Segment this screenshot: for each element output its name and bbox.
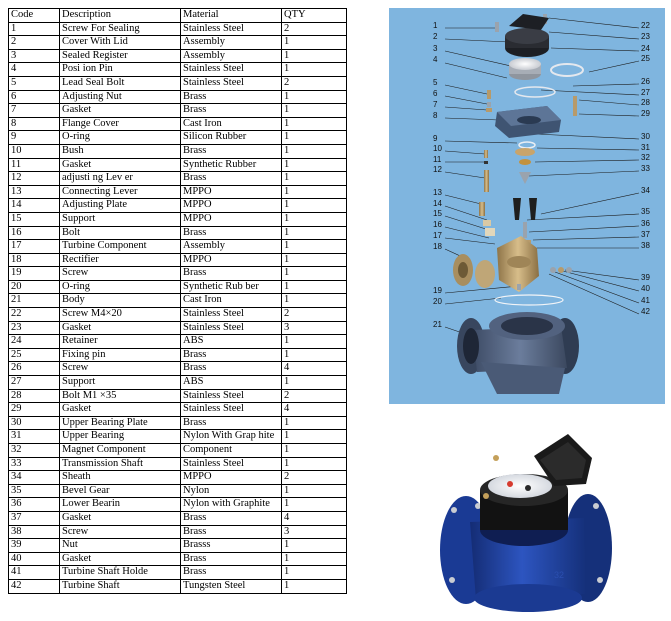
cell-code: 6 <box>9 90 60 104</box>
cell-qty: 4 <box>282 511 347 525</box>
cell-qty: 1 <box>282 49 347 63</box>
cell-code: 28 <box>9 389 60 403</box>
cell-material: Brass <box>181 144 282 158</box>
cell-qty: 1 <box>282 267 347 281</box>
cell-material: Stainless Steel <box>181 457 282 471</box>
table-row <box>9 185 347 199</box>
cell-code: 8 <box>9 117 60 131</box>
cell-code: 14 <box>9 199 60 213</box>
header-description: Description <box>60 9 181 23</box>
cell-code: 18 <box>9 253 60 267</box>
callout-number: 5 <box>433 78 438 87</box>
cell-code: 29 <box>9 403 60 417</box>
table-row <box>9 579 347 593</box>
callout-number: 7 <box>433 100 438 109</box>
cell-qty: 3 <box>282 525 347 539</box>
callout-number: 19 <box>433 286 442 295</box>
cell-description: Screw <box>60 267 181 281</box>
cell-material: Stainless Steel <box>181 63 282 77</box>
cell-description: Rectifier <box>60 253 181 267</box>
callout-number: 11 <box>433 155 442 164</box>
table-row <box>9 117 347 131</box>
cell-material: Stainless Steel <box>181 389 282 403</box>
cell-description: adjusti ng Lev er <box>60 172 181 186</box>
callout-number: 39 <box>641 273 650 282</box>
cell-code: 5 <box>9 76 60 90</box>
cell-description: Turbine Shaft <box>60 579 181 593</box>
cell-description: Bolt <box>60 226 181 240</box>
cell-material: Stainless Steel <box>181 22 282 36</box>
cell-qty: 2 <box>282 76 347 90</box>
table-row <box>9 403 347 417</box>
cell-material: Component <box>181 444 282 458</box>
cell-qty: 1 <box>282 376 347 390</box>
cell-description: Support <box>60 212 181 226</box>
callout-number: 30 <box>641 132 650 141</box>
cell-description: Bush <box>60 144 181 158</box>
cell-qty: 1 <box>282 348 347 362</box>
cell-code: 32 <box>9 444 60 458</box>
cell-qty: 2 <box>282 389 347 403</box>
cell-material: Brass <box>181 566 282 580</box>
parts-table <box>8 8 347 594</box>
callout-number: 8 <box>433 111 438 120</box>
cell-description: Lead Seal Bolt <box>60 76 181 90</box>
table-row <box>9 36 347 50</box>
table-row <box>9 90 347 104</box>
cell-code: 33 <box>9 457 60 471</box>
cell-material: Cast Iron <box>181 294 282 308</box>
cell-qty: 2 <box>282 22 347 36</box>
cell-description: Adjusting Nut <box>60 90 181 104</box>
cell-material: Stainless Steel <box>181 321 282 335</box>
table-row <box>9 104 347 118</box>
callout-number: 41 <box>641 296 650 305</box>
cell-code: 13 <box>9 185 60 199</box>
cell-qty: 1 <box>282 104 347 118</box>
cell-description: Upper Bearing <box>60 430 181 444</box>
cell-material: MPPO <box>181 199 282 213</box>
header-material: Material <box>181 9 282 23</box>
callout-number: 20 <box>433 297 442 306</box>
callout-number: 25 <box>641 54 650 63</box>
callout-number: 4 <box>433 55 438 64</box>
cell-description: Turbine Component <box>60 240 181 254</box>
cell-material: Brass <box>181 267 282 281</box>
cell-code: 25 <box>9 348 60 362</box>
cell-description: Bolt M1 ×35 <box>60 389 181 403</box>
cell-description: Sealed Register <box>60 49 181 63</box>
table-row <box>9 144 347 158</box>
cell-code: 26 <box>9 362 60 376</box>
cell-material: Synthetic Rub ber <box>181 280 282 294</box>
cell-material: Brass <box>181 90 282 104</box>
cell-material: Brass <box>181 362 282 376</box>
cell-description: Screw M4×20 <box>60 308 181 322</box>
table-row <box>9 566 347 580</box>
cell-material: Brass <box>181 348 282 362</box>
table-row <box>9 22 347 36</box>
table-row <box>9 240 347 254</box>
cell-material: Brasss <box>181 539 282 553</box>
callout-number: 27 <box>641 88 650 97</box>
cell-code: 37 <box>9 511 60 525</box>
svg-text:32: 32 <box>554 570 565 580</box>
cell-qty: 1 <box>282 90 347 104</box>
cell-description: Support <box>60 376 181 390</box>
cell-description: Cover With Lid <box>60 36 181 50</box>
cell-material: Assembly <box>181 36 282 50</box>
cell-description: Posi ion Pin <box>60 63 181 77</box>
cell-qty: 1 <box>282 144 347 158</box>
exploded-view-diagram <box>389 8 665 404</box>
callout-number: 28 <box>641 98 650 107</box>
table-body <box>9 22 347 593</box>
cell-qty: 1 <box>282 579 347 593</box>
cell-description: Screw For Sealing <box>60 22 181 36</box>
callout-number: 12 <box>433 165 442 174</box>
cell-description: Gasket <box>60 511 181 525</box>
callout-number: 42 <box>641 307 650 316</box>
table-row <box>9 511 347 525</box>
cell-description: Gasket <box>60 552 181 566</box>
cell-code: 12 <box>9 172 60 186</box>
exploded-view-drawing <box>389 8 665 404</box>
cell-qty: 1 <box>282 63 347 77</box>
callout-number: 33 <box>641 164 650 173</box>
cell-description: O-ring <box>60 131 181 145</box>
table-row <box>9 430 347 444</box>
table-row <box>9 158 347 172</box>
cell-description: Magnet Component <box>60 444 181 458</box>
callout-number: 37 <box>641 230 650 239</box>
cell-qty: 4 <box>282 403 347 417</box>
water-meter-photo <box>436 430 616 615</box>
callout-number: 34 <box>641 186 650 195</box>
cell-code: 3 <box>9 49 60 63</box>
table-row <box>9 199 347 213</box>
cell-qty: 3 <box>282 321 347 335</box>
leader-lines <box>445 18 639 338</box>
callout-number: 13 <box>433 188 442 197</box>
table-header-row <box>9 9 347 23</box>
cell-code: 30 <box>9 416 60 430</box>
cell-qty: 2 <box>282 308 347 322</box>
cell-material: ABS <box>181 376 282 390</box>
callout-number: 26 <box>641 77 650 86</box>
cell-material: Brass <box>181 525 282 539</box>
callout-number: 23 <box>641 32 650 41</box>
cell-description: Upper Bearing Plate <box>60 416 181 430</box>
callout-number: 2 <box>433 32 438 41</box>
cell-description: Lower Bearin <box>60 498 181 512</box>
cell-code: 11 <box>9 158 60 172</box>
cell-material: Assembly <box>181 240 282 254</box>
callout-number: 14 <box>433 199 442 208</box>
cell-material: Nylon with Graphite <box>181 498 282 512</box>
callout-number: 32 <box>641 153 650 162</box>
table-row <box>9 389 347 403</box>
cell-code: 17 <box>9 240 60 254</box>
table-row <box>9 362 347 376</box>
cell-material: Synthetic Rubber <box>181 158 282 172</box>
cell-qty: 1 <box>282 552 347 566</box>
cell-material: Stainless Steel <box>181 403 282 417</box>
cell-qty: 1 <box>282 240 347 254</box>
callout-number: 3 <box>433 44 438 53</box>
table-row <box>9 76 347 90</box>
cell-qty: 1 <box>282 36 347 50</box>
cell-code: 15 <box>9 212 60 226</box>
cell-material: MPPO <box>181 253 282 267</box>
table-row <box>9 444 347 458</box>
callout-number: 35 <box>641 207 650 216</box>
table-row <box>9 416 347 430</box>
cell-qty: 4 <box>282 362 347 376</box>
cell-code: 24 <box>9 335 60 349</box>
cell-code: 1 <box>9 22 60 36</box>
cell-description: Bevel Gear <box>60 484 181 498</box>
header-code: Code <box>9 9 60 23</box>
table-row <box>9 498 347 512</box>
header-qty: QTY <box>282 9 347 23</box>
table-row <box>9 457 347 471</box>
cell-description: Gasket <box>60 403 181 417</box>
cell-description: Gasket <box>60 158 181 172</box>
cell-material: Brass <box>181 511 282 525</box>
cell-description: Gasket <box>60 321 181 335</box>
callout-number: 31 <box>641 143 650 152</box>
cell-qty: 1 <box>282 280 347 294</box>
table-row <box>9 63 347 77</box>
cell-description: Screw <box>60 525 181 539</box>
callout-number: 16 <box>433 220 442 229</box>
table-row <box>9 280 347 294</box>
cell-material: Brass <box>181 552 282 566</box>
cell-material: Nylon <box>181 484 282 498</box>
table-row <box>9 484 347 498</box>
cell-qty: 2 <box>282 471 347 485</box>
cell-description: Fixing pin <box>60 348 181 362</box>
cell-description: Gasket <box>60 104 181 118</box>
cell-material: Brass <box>181 226 282 240</box>
table-row <box>9 525 347 539</box>
table-row <box>9 49 347 63</box>
table-row <box>9 552 347 566</box>
cell-qty: 1 <box>282 444 347 458</box>
cell-code: 10 <box>9 144 60 158</box>
cell-qty: 1 <box>282 172 347 186</box>
cell-code: 19 <box>9 267 60 281</box>
cell-code: 2 <box>9 36 60 50</box>
table-row <box>9 308 347 322</box>
cell-material: Stainless Steel <box>181 308 282 322</box>
cell-description: Transmission Shaft <box>60 457 181 471</box>
callout-number: 18 <box>433 242 442 251</box>
cell-qty: 1 <box>282 457 347 471</box>
table-row <box>9 267 347 281</box>
cell-material: MPPO <box>181 471 282 485</box>
callout-number: 1 <box>433 21 438 30</box>
cell-qty: 1 <box>282 158 347 172</box>
cell-description: Sheath <box>60 471 181 485</box>
cell-description: O-ring <box>60 280 181 294</box>
cell-material: Cast Iron <box>181 117 282 131</box>
cell-code: 7 <box>9 104 60 118</box>
cell-qty: 1 <box>282 253 347 267</box>
cell-material: ABS <box>181 335 282 349</box>
cell-material: Brass <box>181 416 282 430</box>
cell-qty: 1 <box>282 430 347 444</box>
table-row <box>9 294 347 308</box>
cell-code: 34 <box>9 471 60 485</box>
cell-qty: 1 <box>282 416 347 430</box>
table-row <box>9 335 347 349</box>
callout-number: 36 <box>641 219 650 228</box>
cell-code: 21 <box>9 294 60 308</box>
callout-number: 21 <box>433 320 442 329</box>
cell-description: Turbine Shaft Holde <box>60 566 181 580</box>
cell-material: Assembly <box>181 49 282 63</box>
table-row <box>9 539 347 553</box>
cell-code: 35 <box>9 484 60 498</box>
cell-qty: 1 <box>282 185 347 199</box>
table-row <box>9 376 347 390</box>
cell-code: 40 <box>9 552 60 566</box>
cell-description: Nut <box>60 539 181 553</box>
cell-code: 31 <box>9 430 60 444</box>
cell-material: MPPO <box>181 212 282 226</box>
cell-qty: 1 <box>282 498 347 512</box>
table-row <box>9 321 347 335</box>
callout-number: 29 <box>641 109 650 118</box>
cell-qty: 1 <box>282 566 347 580</box>
cell-code: 9 <box>9 131 60 145</box>
cell-description: Retainer <box>60 335 181 349</box>
callout-number: 10 <box>433 144 442 153</box>
cell-qty: 1 <box>282 226 347 240</box>
table-row <box>9 348 347 362</box>
cell-code: 22 <box>9 308 60 322</box>
callout-number: 17 <box>433 231 442 240</box>
cell-material: MPPO <box>181 185 282 199</box>
cell-code: 20 <box>9 280 60 294</box>
cell-description: Body <box>60 294 181 308</box>
table-row <box>9 212 347 226</box>
table-row <box>9 253 347 267</box>
table-row <box>9 131 347 145</box>
table-row <box>9 172 347 186</box>
cell-material: Stainless Steel <box>181 76 282 90</box>
cell-material: Silicon Rubber <box>181 131 282 145</box>
callout-number: 38 <box>641 241 650 250</box>
cell-code: 38 <box>9 525 60 539</box>
cell-material: Tungsten Steel <box>181 579 282 593</box>
cell-code: 41 <box>9 566 60 580</box>
callout-number: 24 <box>641 44 650 53</box>
cell-qty: 1 <box>282 131 347 145</box>
cell-code: 4 <box>9 63 60 77</box>
callout-number: 9 <box>433 134 438 143</box>
cell-material: Brass <box>181 172 282 186</box>
cell-qty: 1 <box>282 117 347 131</box>
callout-number: 22 <box>641 21 650 30</box>
cell-material: Nylon With Grap hite <box>181 430 282 444</box>
cell-code: 39 <box>9 539 60 553</box>
cell-qty: 1 <box>282 484 347 498</box>
callout-number: 6 <box>433 89 438 98</box>
cell-qty: 1 <box>282 539 347 553</box>
table-row <box>9 471 347 485</box>
cell-qty: 1 <box>282 335 347 349</box>
cell-description: Adjusting Plate <box>60 199 181 213</box>
callout-number: 15 <box>433 209 442 218</box>
cell-qty: 1 <box>282 294 347 308</box>
cell-code: 16 <box>9 226 60 240</box>
cell-code: 23 <box>9 321 60 335</box>
cell-description: Screw <box>60 362 181 376</box>
cell-code: 36 <box>9 498 60 512</box>
cell-material: Brass <box>181 104 282 118</box>
cell-description: Connecting Lever <box>60 185 181 199</box>
cell-description: Flange Cover <box>60 117 181 131</box>
table-header <box>9 9 347 23</box>
table-row <box>9 226 347 240</box>
cell-code: 42 <box>9 579 60 593</box>
callout-number: 40 <box>641 284 650 293</box>
cell-code: 27 <box>9 376 60 390</box>
cell-qty: 1 <box>282 212 347 226</box>
cell-qty: 1 <box>282 199 347 213</box>
